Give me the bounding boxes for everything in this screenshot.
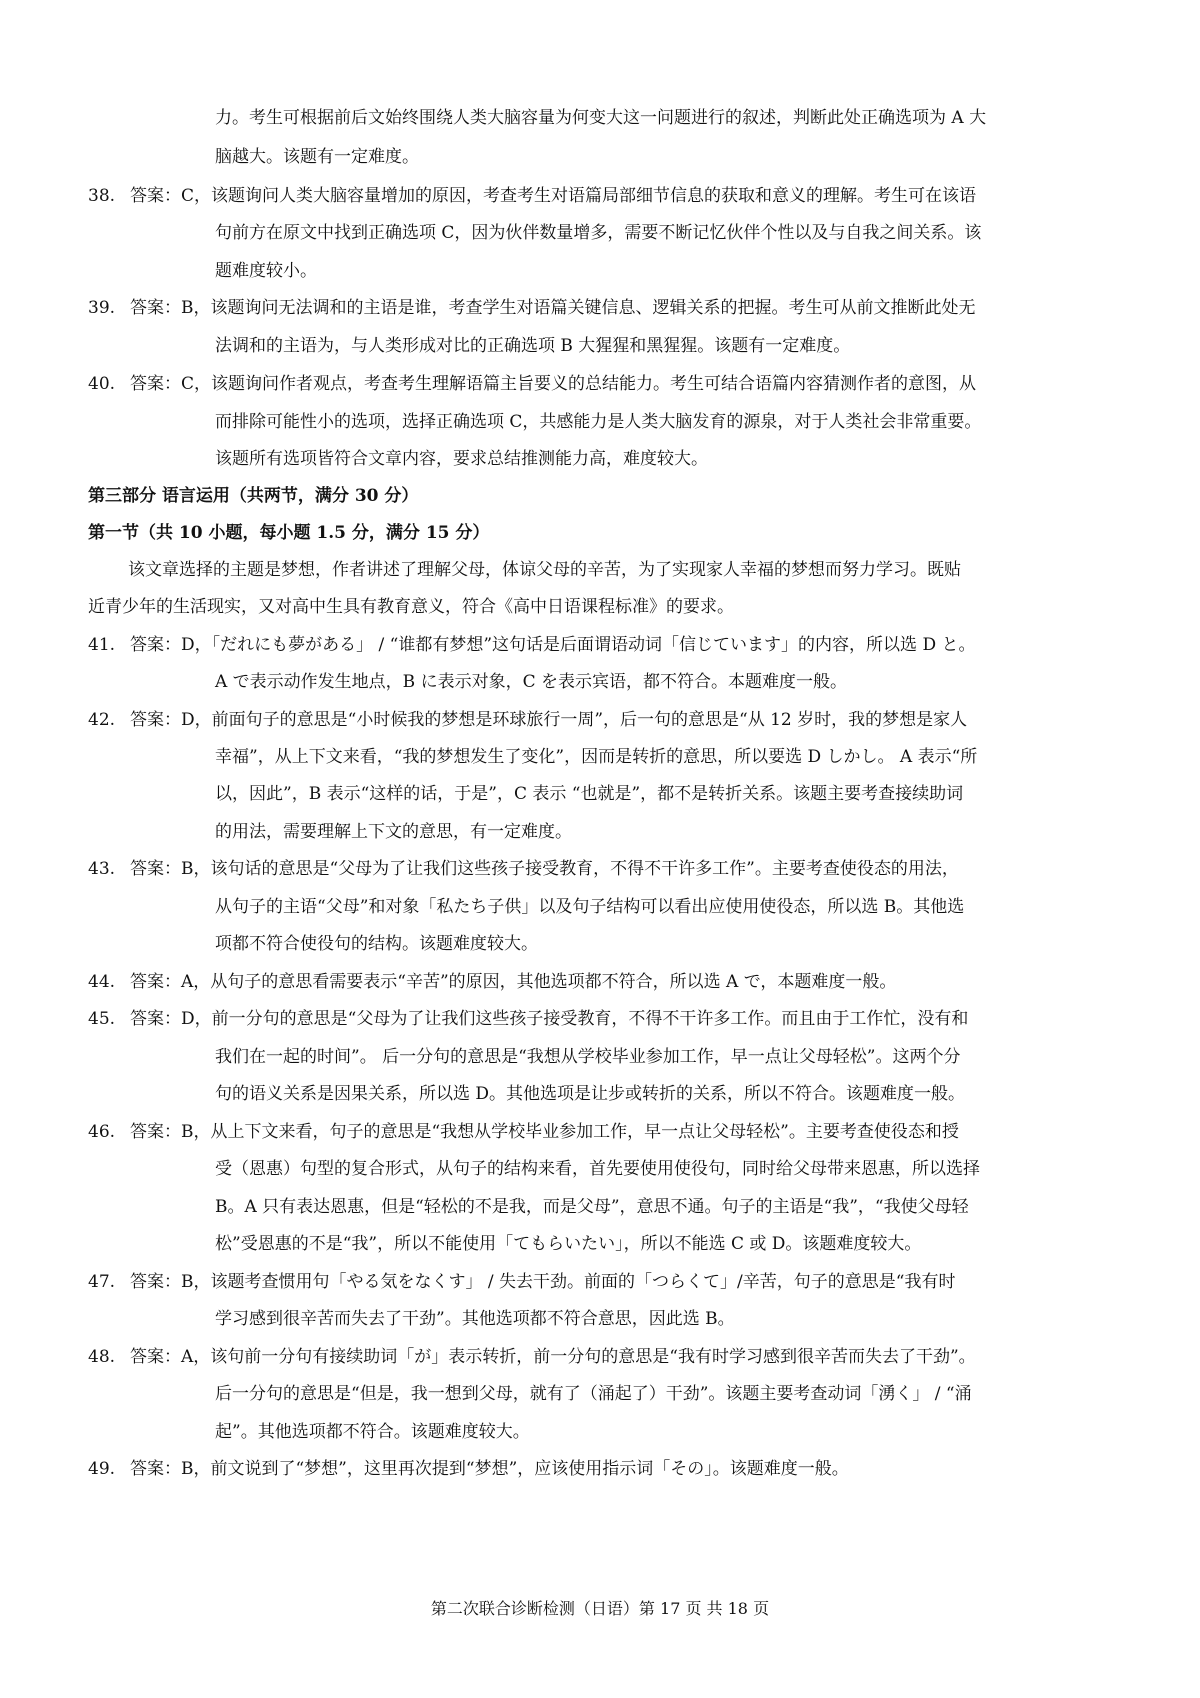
answer-line: 答案：B，该题考查惯用句「やる気をなくす」 / 失去干劲。前面的「つらくて」/辛苦，句子的意思是“我有时 [130, 1272, 956, 1292]
answer-line: 从句子的主语“父母”和对象「私たち子供」以及句子结构可以看出应使用使役态，所以选 B。其他选 [215, 897, 965, 917]
intro-paragraph-line: 该文章选择的主题是梦想，作者讲述了理解父母，体谅父母的辛苦，为了实现家人幸福的梦想而努力学习。既贴 [128, 560, 961, 580]
answer-line: 答案：C，该题询问作者观点，考查考生理解语篇主旨要义的总结能力。考生可结合语篇内容猜测作者的意图，从 [130, 374, 977, 394]
item-number: 44. [88, 972, 116, 992]
answer-line: 答案：A，该句前一分句有接续助词「が」表示转折，前一分句的意思是“我有时学习感到很辛苦而失去了干劲”。 [130, 1347, 976, 1367]
answer-line: 的用法，需要理解上下文的意思，有一定难度。 [215, 822, 572, 842]
answer-line: 受（恩惠）句型的复合形式，从句子的结构来看，首先要使用使役句，同时给父母带来恩惠，所以选择 [215, 1159, 980, 1179]
item-number: 41. [88, 635, 116, 655]
answer-line: 项都不符合使役句的结构。该题难度较大。 [215, 934, 538, 954]
answer-line: 句前方在原文中找到正确选项 C，因为伙伴数量增多，需要不断记忆伙伴个性以及与自我之间关系。该 [215, 223, 982, 243]
item-number: 46. [88, 1122, 116, 1142]
answer-line: A で表示动作发生地点，B に表示对象，C を表示宾语，都不符合。本题难度一般。 [215, 672, 847, 692]
item-number: 47. [88, 1272, 116, 1292]
answer-line: 学习感到很辛苦而失去了干劲”。其他选项都不符合意思，因此选 B。 [215, 1309, 735, 1329]
answer-line: 答案：D，前面句子的意思是“小时候我的梦想是环球旅行一周”，后一句的意思是“从 12 岁时，我的梦想是家人 [130, 710, 968, 730]
intro-paragraph-line: 近青少年的生活现实，又对高中生具有教育意义，符合《高中日语课程标准》的要求。 [88, 597, 734, 617]
answer-line: 题难度较小。 [215, 261, 317, 281]
section-title: 第三部分 语言运用（共两节，满分 30 分） [88, 486, 419, 506]
answer-line: 答案：D，前一分句的意思是“父母为了让我们这些孩子接受教育，不得不干许多工作。而且由于工作忙，没有和 [130, 1009, 969, 1029]
item-number: 45. [88, 1009, 116, 1029]
answer-line: 答案：B，该题询问无法调和的主语是谁，考查学生对语篇关键信息、逻辑关系的把握。考生可从前文推断此处无 [130, 298, 976, 318]
answer-line: 该题所有选项皆符合文章内容，要求总结推测能力高，难度较大。 [215, 449, 708, 469]
answer-line: 后一分句的意思是“但是，我一想到父母，就有了（涌起了）干劲”。该题主要考查动词「湧く」 / “涌 [215, 1384, 972, 1404]
item-number: 49. [88, 1459, 116, 1479]
page-footer: 第二次联合诊断检测（日语）第 17 页 共 18 页 [430, 1599, 770, 1618]
item-number: 43. [88, 859, 116, 879]
answer-line: 答案：D，「だれにも夢がある」 / “谁都有梦想”这句话是后面谓语动词「信じています」的内容，所以选 D と。 [130, 635, 976, 655]
answer-line: 幸福”，从上下文来看，“我的梦想发生了变化”，因而是转折的意思，所以要选 D しかし。 A 表示“所 [215, 747, 978, 767]
answer-line: 答案：B，前文说到了“梦想”，这里再次提到“梦想”，应该使用指示词「その」。该题难度一般。 [130, 1459, 849, 1479]
answer-line: 松”受恩惠的不是“我”，所以不能使用「てもらいたい」，所以不能选 C 或 D。该题难度较大。 [215, 1234, 922, 1254]
subsection-title: 第一节（共 10 小题，每小题 1.5 分，满分 15 分） [88, 523, 490, 543]
answer-line: 我们在一起的时间”。 后一分句的意思是“我想从学校毕业参加工作，早一点让父母轻松”。这两个分 [215, 1047, 961, 1067]
answer-line: 以，因此”，B 表示“这样的话，于是”，C 表示 “也就是”，都不是转折关系。该题主要考查接续助词 [215, 784, 964, 804]
continuation-line: 脑越大。该题有一定难度。 [215, 147, 419, 167]
answer-line: 而排除可能性小的选项，选择正确选项 C，共感能力是人类大脑发育的源泉，对于人类社会非常重要。 [215, 412, 982, 432]
item-number: 42. [88, 710, 116, 730]
continuation-line: 力。考生可根据前后文始终围绕人类大脑容量为何变大这一问题进行的叙述，判断此处正确选项为 A 大 [215, 108, 987, 128]
answer-line: 答案：C，该题询问人类大脑容量增加的原因，考查考生对语篇局部细节信息的获取和意义的理解。考生可在该语 [130, 186, 977, 206]
answer-line: 答案：B，该句话的意思是“父母为了让我们这些孩子接受教育，不得不干许多工作”。主要考查使役态的用法， [130, 859, 959, 879]
answer-line: 答案：A，从句子的意思看需要表示“辛苦”的原因，其他选项都不符合，所以选 A で，本题难度一般。 [130, 972, 897, 992]
answer-line: 答案：B，从上下文来看，句子的意思是“我想从学校毕业参加工作，早一点让父母轻松”。主要考查使役态和授 [130, 1122, 959, 1142]
answer-line: 法调和的主语为，与人类形成对比的正确选项 B 大猩猩和黑猩猩。该题有一定难度。 [215, 336, 851, 356]
item-number: 40. [88, 374, 116, 394]
answer-line: B。A 只有表达恩惠，但是“轻松的不是我，而是父母”，意思不通。句子的主语是“我”，“我使父母轻 [215, 1197, 969, 1217]
item-number: 39. [88, 298, 116, 318]
answer-line: 句的语义关系是因果关系，所以选 D。其他选项是让步或转折的关系，所以不符合。该题难度一般。 [215, 1084, 966, 1104]
answer-line: 起”。其他选项都不符合。该题难度较大。 [215, 1422, 530, 1442]
item-number: 38. [88, 186, 116, 206]
item-number: 48. [88, 1347, 116, 1367]
